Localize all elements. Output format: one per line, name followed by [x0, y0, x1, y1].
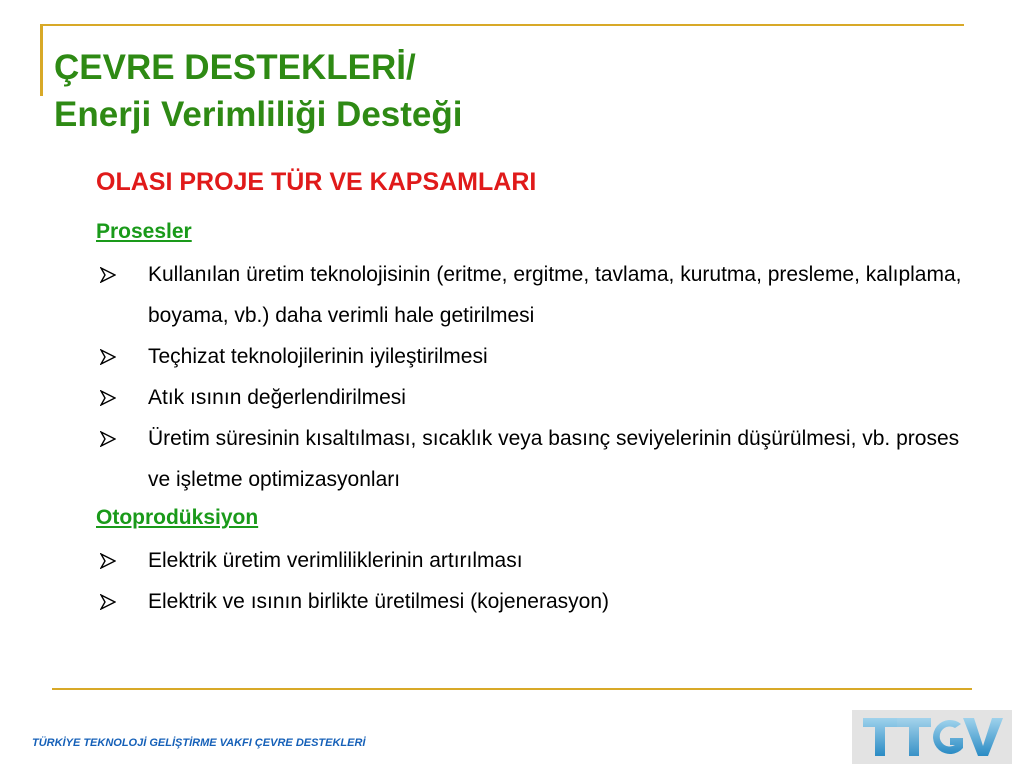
- list-item: [96, 540, 976, 581]
- arrow-bullet-icon: [100, 254, 124, 295]
- section-label-otoproduksiyon: Otoprodüksiyon: [96, 506, 259, 529]
- list-item: [96, 377, 976, 418]
- content-body: [96, 214, 976, 622]
- slide-title: [54, 44, 462, 138]
- list-item-text: Elektrik üretim verimliliklerinin artırılması: [148, 549, 523, 572]
- list-item: [96, 581, 976, 622]
- list-item-text: Teçhizat teknolojilerinin iyileştirilmesi: [148, 345, 488, 368]
- arrow-bullet-icon: [100, 581, 124, 622]
- section-prosesler: [96, 214, 976, 500]
- ttgv-logo: [852, 710, 1012, 764]
- section-label-prosesler: Prosesler: [96, 220, 192, 243]
- list-item-text: Atık ısının değerlendirilmesi: [148, 386, 406, 409]
- list-item: [96, 336, 976, 377]
- section-otoproduksiyon: [96, 500, 976, 622]
- arrow-bullet-icon: [100, 336, 124, 377]
- footer-text: TÜRKİYE TEKNOLOJİ GELİŞTİRME VAKFI ÇEVRE DESTEKLERİ: [32, 737, 366, 749]
- list-item-text: Üretim süresinin kısaltılması, sıcaklık veya basınç seviyelerinin düşürülmesi, vb. proses ve işletme optimizasyonları: [148, 427, 960, 491]
- list-item: [96, 254, 976, 336]
- title-line-2: Enerji Verimliliği Desteği: [54, 95, 463, 134]
- title-accent-bar: [40, 24, 43, 96]
- section-heading: OLASI PROJE TÜR VE KAPSAMLARI: [96, 168, 537, 196]
- list-item: [96, 418, 976, 500]
- list-item-text: Kullanılan üretim teknolojisinin (eritme, ergitme, tavlama, kurutma, presleme, kalıplama, boyama, vb.) daha verimli hale getirilmesi: [148, 263, 962, 327]
- title-line-1: ÇEVRE DESTEKLERİ/: [54, 48, 416, 87]
- ttgv-logo-icon: [857, 714, 1007, 760]
- arrow-bullet-icon: [100, 377, 124, 418]
- top-rule: [40, 24, 964, 26]
- arrow-bullet-icon: [100, 540, 124, 581]
- arrow-bullet-icon: [100, 418, 124, 459]
- bottom-rule: [52, 688, 972, 690]
- list-item-text: Elektrik ve ısının birlikte üretilmesi (kojenerasyon): [148, 590, 609, 613]
